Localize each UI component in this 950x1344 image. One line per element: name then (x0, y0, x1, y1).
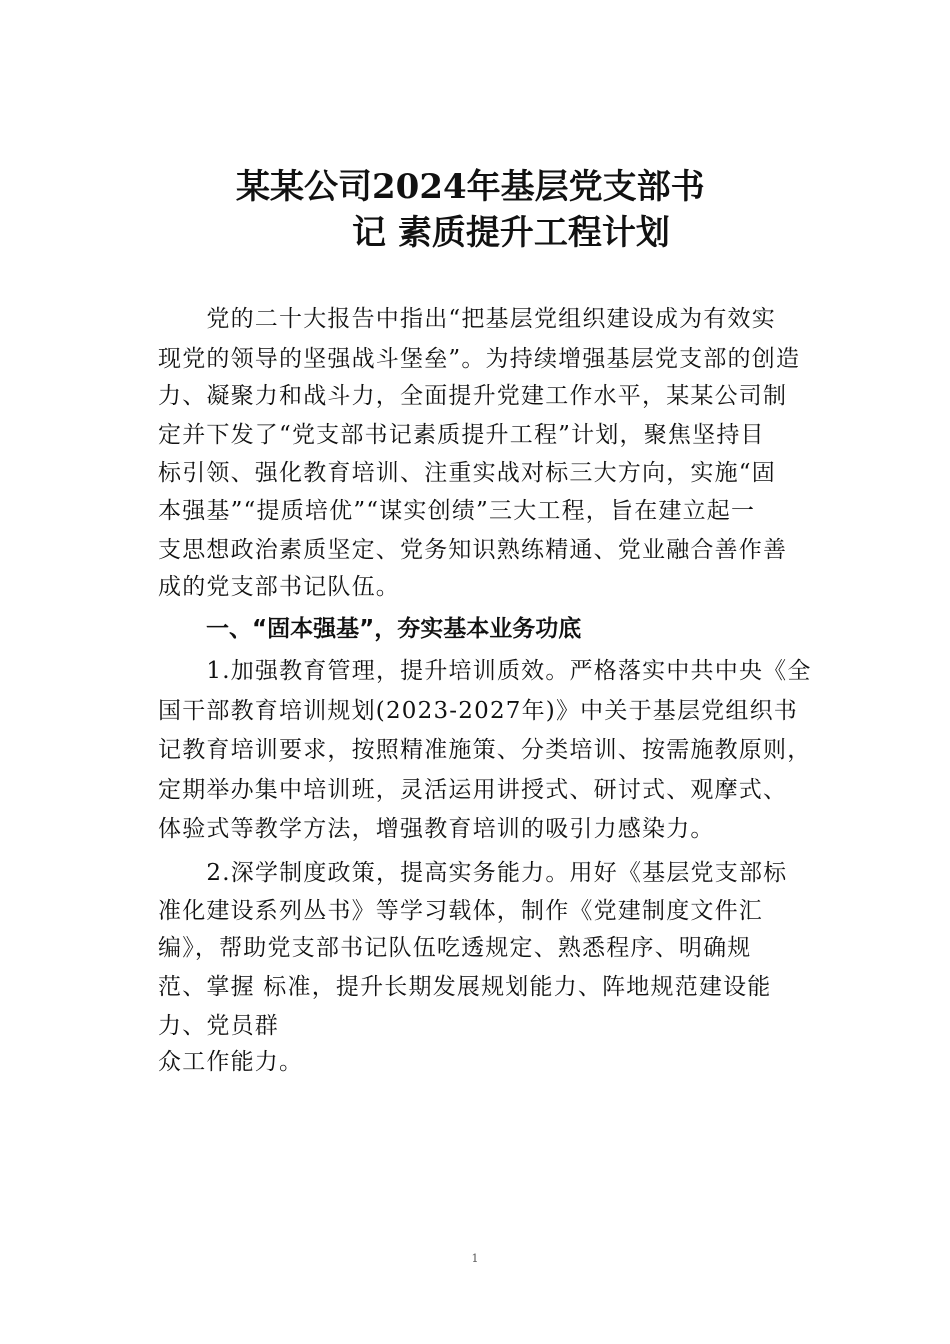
intro-line: 现党的领导的坚强战斗堡垒”。为持续增强基层党支部的创造 (158, 346, 801, 372)
intro-line: 支思想政治素质坚定、党务知识熟练精通、党业融合善作善 (158, 537, 788, 563)
intro-line: 本强基”“提质培优”“谋实创绩”三大工程，旨在建立起一 (158, 498, 756, 524)
item-2-line: 2.深学制度政策，提高实务能力。用好《基层党支部标 (158, 860, 788, 886)
document-title-line-1: 某某公司2024年基层党支部书 (236, 167, 705, 207)
intro-line: 定并下发了“党支部书记素质提升工程”计划，聚焦坚持目 (158, 422, 765, 448)
intro-line: 成的党支部书记队伍。 (158, 574, 400, 600)
document-title-line-2: 记 素质提升工程计划 (352, 213, 670, 253)
intro-line: 党的二十大报告中指出“把基层党组织建设成为有效实 (158, 306, 776, 332)
section-heading: 一、“固本强基”，夯实基本业务功底 (206, 616, 582, 642)
item-1-line: 定期举办集中培训班，灵活运用讲授式、研讨式、观摩式、 (158, 777, 788, 803)
intro-line: 标引领、强化教育培训、注重实战对标三大方向，实施“固 (158, 460, 776, 486)
item-2-line: 范、掌握 标准，提升长期发展规划能力、阵地规范建设能 (158, 974, 772, 1000)
item-1-line: 体验式等教学方法，增强教育培训的吸引力感染力。 (158, 816, 715, 842)
item-1-line: 1.加强教育管理，提升培训质效。严格落实中共中央《全 (158, 658, 812, 684)
item-2-line: 力、党员群 (158, 1013, 279, 1039)
item-2-line: 众工作能力。 (158, 1049, 304, 1075)
item-1-line: 国干部教育培训规划(2023-2027年)》中关于基层党组织书 (158, 698, 798, 724)
item-2-line: 准化建设系列丛书》等学习载体，制作《党建制度文件汇 (158, 898, 763, 924)
item-2-line: 编》，帮助党支部书记队伍吃透规定、熟悉程序、明确规 (158, 935, 752, 961)
page-number: 1 (471, 1252, 479, 1265)
intro-line: 力、凝聚力和战斗力，全面提升党建工作水平，某某公司制 (158, 383, 788, 409)
item-1-line: 记教育培训要求，按照精准施策、分类培训、按需施教原则， (158, 737, 812, 763)
